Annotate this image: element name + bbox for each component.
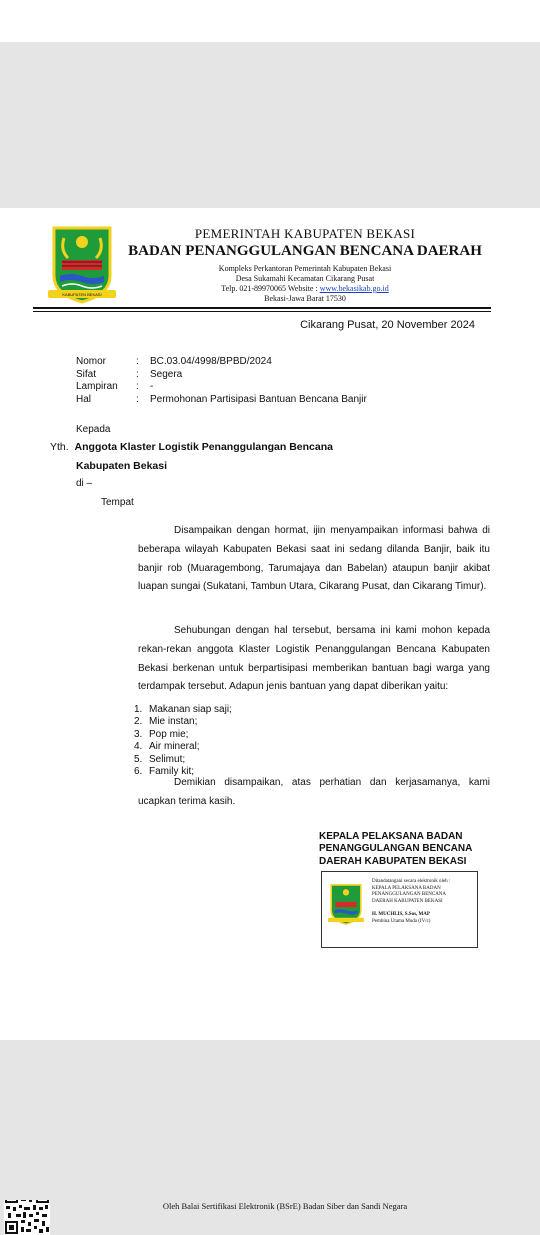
viewer-background-top bbox=[0, 42, 540, 208]
meta-row: Lampiran : - bbox=[76, 381, 154, 392]
signature-text: Ditandatangani secara elektronik oleh : KEPALA PELAKSANA BADAN PENANGGULANGAN BENCANA DAERAH KABUPATEN BEKASI H. MUCHLIS, S.Sos, MAP Pembina Utama Muda (IV/c) bbox=[372, 879, 474, 925]
signer-name: H. MUCHLIS, S.Sos, MAP bbox=[372, 912, 430, 917]
viewer-background-bottom bbox=[0, 1040, 540, 1200]
letter-meta bbox=[76, 356, 367, 406]
recipient-di: di – bbox=[76, 478, 93, 489]
signer-rank: Pembina Utama Muda (IV/c) bbox=[372, 918, 431, 924]
recipient-place: Tempat bbox=[101, 497, 134, 508]
bekasi-logo-small-icon bbox=[328, 882, 364, 926]
recipient-line-1: Yth. Anggota Klaster Logistik Penanggulangan Bencana bbox=[50, 441, 333, 453]
list-item: 6. Family kit; bbox=[134, 766, 194, 778]
body-paragraph-1: Disampaikan dengan hormat, ijin menyampaikan informasi bahwa di beberapa wilayah Kabupaten Bekasi saat ini sedang dilanda Banjir, baik itu banjir rob (Muaragembong, Tarumajaya dan Babelan) ataupun banjir akibat luapan sungai (Sukatani, Tambun Utara, Cikarang Pusat, dan Cikarang Timur). bbox=[138, 525, 490, 593]
list-item: 5. Selimut; bbox=[134, 753, 186, 765]
list-item: 1. Makanan siap saji; bbox=[134, 704, 232, 715]
letter-date: Cikarang Pusat, 20 November 2024 bbox=[300, 319, 475, 331]
list-item: 3. Pop mie; bbox=[134, 728, 189, 740]
svg-text:KABUPATEN BEKASI: KABUPATEN BEKASI bbox=[62, 292, 102, 297]
letterhead bbox=[120, 226, 490, 304]
signatory-title: KEPALA PELAKSANA BADAN PENANGGULANGAN BENCANA DAERAH KABUPATEN BEKASI bbox=[319, 831, 473, 867]
agency-name: BADAN PENANGGULANGAN BENCANA DAERAH bbox=[128, 243, 482, 259]
bekasi-logo-icon bbox=[48, 224, 116, 304]
header-divider bbox=[33, 307, 491, 309]
body-paragraph-2: Sehubungan dengan hal tersebut, bersama ini kami mohon kepada rekan-rekan anggota Klaster Logistik Penanggulangan Bencana Kabupaten Bekasi berkenan untuk berpartisipasi memberikan bantuan bagi warga yang terdampak tersebut. Adapun jenis bantuan yang dapat diberikan yaitu: bbox=[138, 625, 490, 693]
list-item: 4. Air mineral; bbox=[134, 741, 200, 753]
status-bar bbox=[0, 0, 540, 42]
recipient-line-2: Kabupaten Bekasi bbox=[76, 460, 168, 472]
document-page bbox=[0, 208, 540, 1211]
aid-list bbox=[134, 704, 232, 778]
meta-row: Sifat : Segera bbox=[76, 368, 183, 380]
meta-row: Hal : Permohonan Partisipasi Bantuan Bencana Banjir bbox=[76, 393, 367, 405]
government-name: PEMERINTAH KABUPATEN BEKASI bbox=[194, 226, 416, 241]
header-divider-thin bbox=[33, 311, 491, 312]
list-item: 2. Mie instan; bbox=[134, 716, 198, 728]
website-link[interactable]: www.bekasikab.go.id bbox=[319, 284, 389, 293]
meta-row: Nomor : BC.03.04/4998/BPBD/2024 bbox=[76, 356, 272, 367]
letterhead-address: Kompleks Perkantoran Pemerintah Kabupaten Bekasi Desa Sukamahi Kecamatan Cikarang Pusat Telp. 021-89970065 Website : www.bekasikab.go.id Bekasi-Jawa Barat 17530 bbox=[218, 264, 392, 303]
recipient-label: Kepada bbox=[76, 424, 111, 435]
electronic-signature-box bbox=[321, 871, 478, 948]
closing-paragraph: Demikian disampaikan, atas perhatian dan kerjasamanya, kami ucapkan terima kasih. bbox=[138, 777, 490, 807]
footer-disclaimer: Oleh Balai Sertifikasi Elektronik (BSrE) Badan Siber dan Sandi Negara bbox=[162, 1200, 408, 1211]
